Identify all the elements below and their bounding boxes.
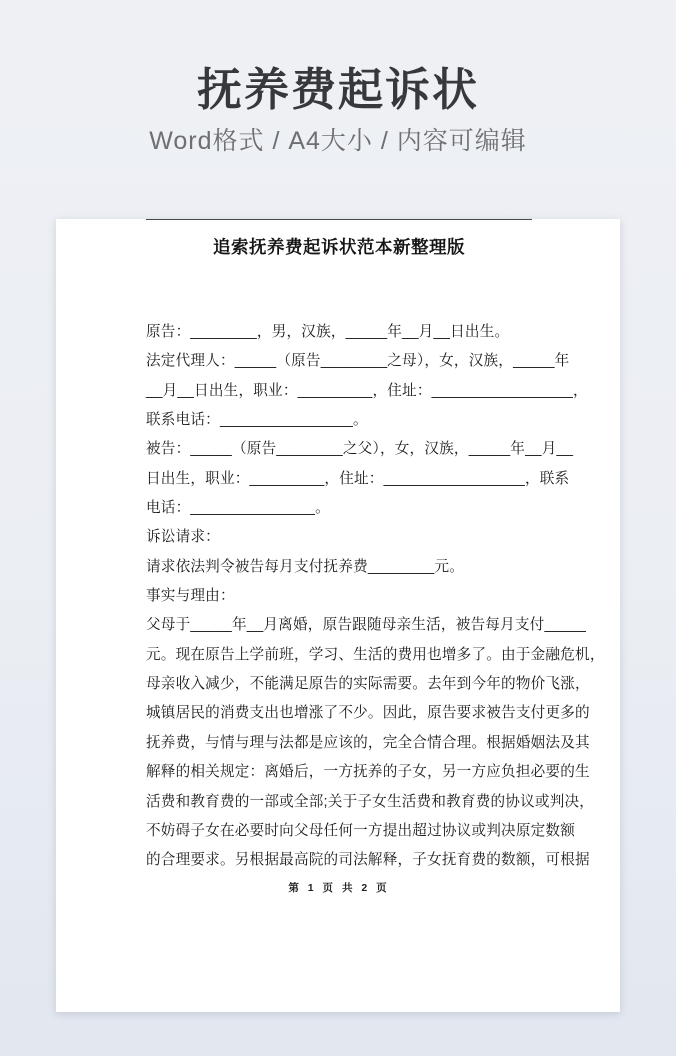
- template-preview-header: [0, 0, 676, 157]
- document-header-rule: [146, 219, 532, 220]
- document-line: 不妨碍子女在必要时向父母任何一方提出超过协议或判决原定数额: [146, 822, 576, 839]
- document-title: 追索抚养费起诉状范本新整理版: [213, 237, 465, 257]
- document-line: 元。现在原告上学前班，学习、生活的费用也增多了。由于金融危机，: [146, 646, 605, 663]
- document-line: 的合理要求。另根据最高院的司法解释，子女抚育费的数额，可根据: [146, 852, 590, 869]
- document-content: [90, 219, 605, 1012]
- document-line: 请求依法判令被告每月支付抚养费________元。: [146, 558, 465, 575]
- document-line: 日出生，职业：_________，住址：_________________，联系: [146, 470, 570, 487]
- document-line: 联系电话：________________。: [146, 412, 368, 429]
- document-line: 活费和教育费的一部或全部;关于子女生活费和教育费的协议或判决，: [146, 793, 595, 810]
- page-subtitle: Word格式 / A4大小 / 内容可编辑: [149, 127, 527, 155]
- document-line: __月__日出生，职业：_________，住址：_________________，: [146, 382, 588, 399]
- document-line: 法定代理人：_____（原告________之母），女，汉族，_____年: [146, 353, 570, 370]
- document-line: 被告：_____（原告________之父），女，汉族，_____年__月__: [146, 441, 574, 458]
- document-line: 事实与理由：: [146, 588, 235, 605]
- document-line: 解释的相关规定：离婚后，一方抚养的子女，另一方应负担必要的生: [146, 764, 590, 781]
- document-line: 诉讼请求：: [146, 529, 220, 546]
- page-title: 抚养费起诉状: [196, 64, 479, 115]
- document-line: 原告：________，男，汉族，_____年__月__日出生。: [146, 324, 510, 340]
- document-line: 父母于_____年__月离婚，原告跟随母亲生活，被告每月支付_____: [146, 617, 587, 634]
- document-line: 抚养费，与情与理与法都是应该的，完全合情合理。根据婚姻法及其: [146, 734, 590, 751]
- document-line: 电话：_______________。: [146, 500, 330, 517]
- document-line: 母亲收入减少，不能满足原告的实际需要。去年到今年的物价飞涨，: [146, 676, 590, 693]
- document-body: [146, 318, 605, 876]
- document-line: 城镇居民的消费支出也增涨了不少。因此，原告要求被告支付更多的: [146, 705, 590, 722]
- page-number: 第 1 页 共 2 页: [288, 881, 390, 894]
- document-page-preview: [56, 219, 620, 1012]
